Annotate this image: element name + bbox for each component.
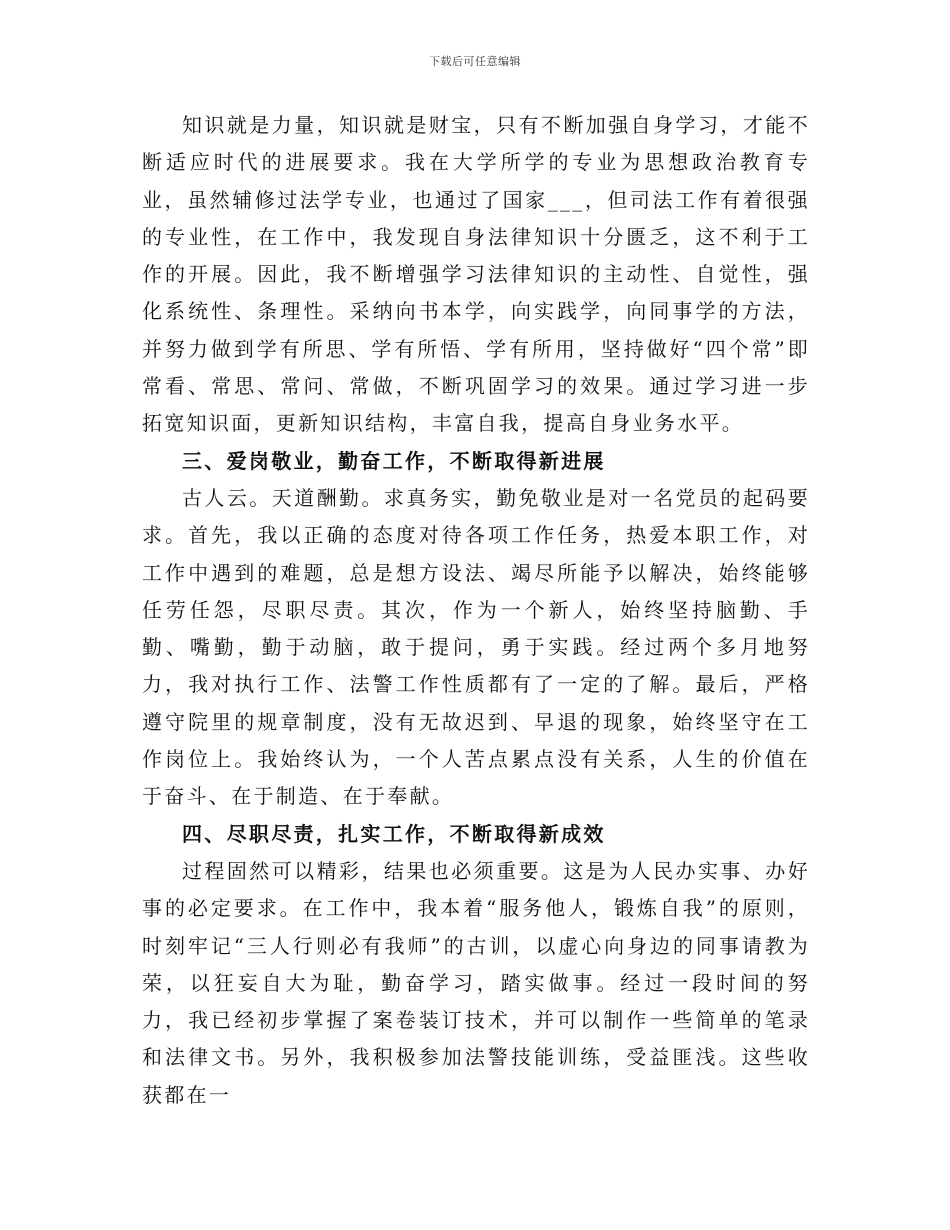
document-body — [142, 107, 810, 1114]
page-header: 下载后可任意编辑 — [429, 55, 521, 68]
paragraph-knowledge-study: 知识就是力量，知识就是财宝，只有不断加强自身学习，才能不断适应时代的进展要求。我在大学所学的专业为思想政治教育专业，虽然辅修过法学专业，也通过了国家___，但司法工作有着很强的专业性，在工作中，我发现自身法律知识十分匮乏，这不利于工作的开展。因此，我不断增强学习法律知识的主动性、自觉性，强化系统性、条理性。采纳向书本学，向实践学，向同事学的方法，并努力做到学有所思、学有所悟、学有所用，坚持做好“四个常”即常看、常思、常问、常做，不断巩固学习的效果。通过学习进一步拓宽知识面，更新知识结构，丰富自我，提高自身业务水平。 — [142, 113, 810, 436]
section-heading-three: 三、爱岗敬业，勤奋工作，不断取得新进展 — [182, 448, 606, 473]
paragraph-diligent-work: 古人云。天道酬勤。求真务实，勤免敬业是对一名党员的起码要求。首先，我以正确的态度对待各项工作任务，热爱本职工作，对工作中遇到的难题，总是想方设法、竭尽所能予以解决，始终能够任劳任怨，尽职尽责。其次，作为一个新人，始终坚持脑勤、手勤、嘴勤，勤于动脑，敢于提问，勇于实践。经过两个多月地努力，我对执行工作、法警工作性质都有了一定的了解。最后，严格遵守院里的规章制度，没有无故迟到、早退的现象，始终坚守在工作岗位上。我始终认为，一个人苦点累点没有关系，人生的价值在于奋斗、在于制造、在于奉献。 — [142, 485, 810, 809]
section-heading-four: 四、尽职尽责，扎实工作，不断取得新成效 — [182, 821, 606, 846]
paragraph-solid-work: 过程固然可以精彩，结果也必须重要。这是为人民办实事、办好事的必定要求。在工作中，我本着“服务他人，锻炼自我”的原则，时刻牢记“三人行则必有我师”的古训，以虚心向身边的同事请教为荣，以狂妄自大为耻，勤奋学习，踏实做事。经过一段时间的努力，我已经初步掌握了案卷装订技术，并可以制作一些简单的笔录和法律文书。另外，我积极参加法警技能训练，受益匪浅。这些收获都在一 — [142, 858, 810, 1107]
